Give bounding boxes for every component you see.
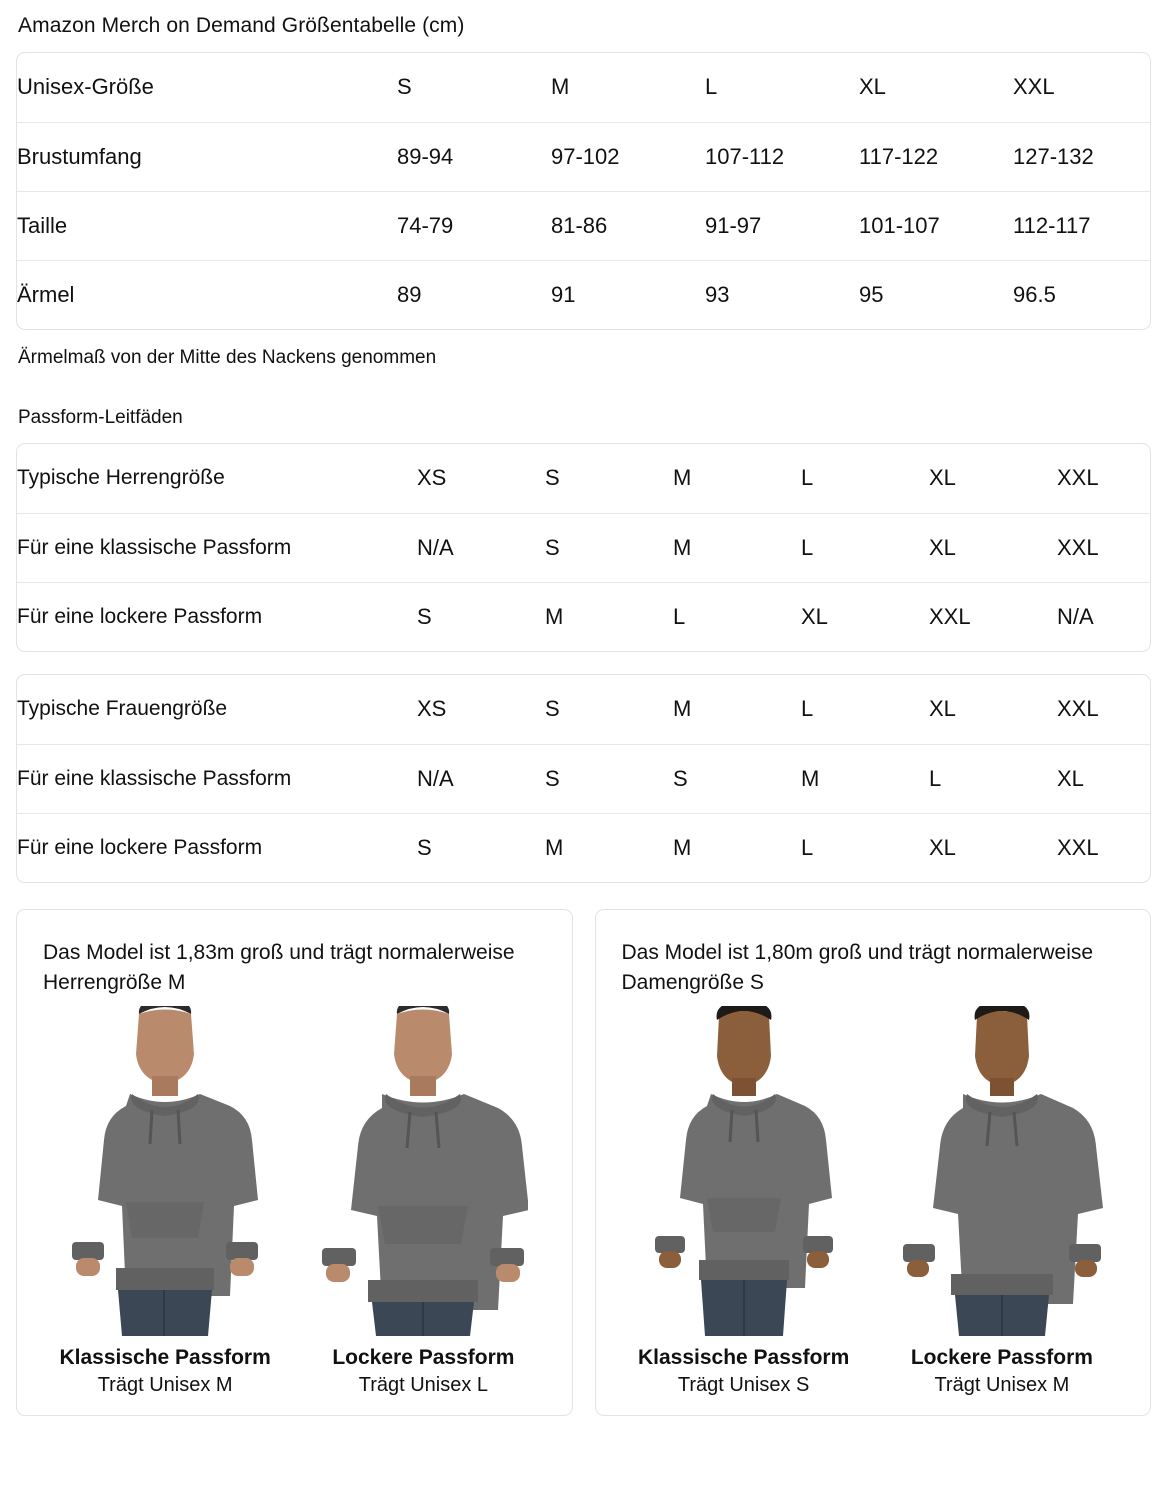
cell: N/A — [1057, 603, 1094, 629]
cell: S — [545, 465, 560, 491]
table-row — [17, 444, 1151, 513]
cell: 91-97 — [705, 212, 762, 238]
cell: XL — [929, 696, 956, 722]
cell: XXL — [1057, 534, 1099, 560]
figure-label: Lockere Passform — [910, 1345, 1093, 1369]
table-row — [17, 675, 1151, 744]
cell: 81-86 — [551, 212, 608, 238]
female-hoodie-classic-illustration — [620, 1006, 868, 1336]
womens-fit-table-card — [16, 674, 1151, 883]
cell: 96.5 — [1013, 281, 1056, 307]
cell: M — [551, 74, 570, 100]
table-row — [17, 122, 1151, 191]
figure-sublabel: Trägt Unisex M — [97, 1373, 233, 1396]
cell: M — [545, 834, 564, 860]
row-label: Brustumfang — [17, 143, 142, 169]
figure-sublabel: Trägt Unisex L — [358, 1373, 489, 1396]
cell: XXL — [1057, 834, 1099, 860]
cell: M — [801, 765, 820, 791]
cell: L — [673, 603, 686, 629]
row-label: Ärmel — [17, 281, 75, 307]
model-caption: Das Model ist 1,83m groß und trägt normalerweise Herrengröße M — [43, 941, 515, 994]
cell: XL — [859, 74, 886, 100]
cell: 107-112 — [705, 143, 785, 169]
cell: XXL — [1013, 74, 1055, 100]
cell: M — [673, 534, 692, 560]
figure-label: Klassische Passform — [637, 1345, 850, 1369]
cell: 112-117 — [1013, 212, 1091, 238]
figure-relaxed-fit-male — [299, 1006, 547, 1397]
row-label: Typische Frauengröße — [17, 697, 228, 721]
figure-relaxed-fit-female — [878, 1006, 1126, 1397]
row-label: Taille — [17, 212, 68, 238]
cell: L — [705, 74, 718, 100]
figure-classic-fit-female — [620, 1006, 868, 1397]
cell: S — [545, 534, 560, 560]
table-row — [17, 260, 1151, 329]
unisex-size-table-card — [16, 52, 1151, 330]
cell: XL — [801, 603, 828, 629]
cell: M — [673, 834, 692, 860]
mens-fit-table-card — [16, 443, 1151, 652]
mens-fit-table — [17, 444, 1151, 651]
cell: L — [801, 696, 814, 722]
row-label: Für eine lockere Passform — [17, 835, 263, 859]
table-row — [17, 513, 1151, 582]
model-caption: Das Model ist 1,80m groß und trägt normalerweise Damengröße S — [621, 941, 1094, 994]
figure-sublabel: Trägt Unisex S — [677, 1373, 810, 1396]
table-row — [17, 191, 1151, 260]
model-card-womens — [595, 909, 1152, 1416]
cell: M — [545, 603, 564, 629]
row-label: Typische Herrengröße — [17, 466, 225, 490]
cell: 97-102 — [551, 143, 620, 169]
sleeve-measurement-note: Ärmelmaß von der Mitte des Nackens genommen — [18, 347, 437, 368]
cell: 93 — [705, 281, 730, 307]
female-hoodie-relaxed-illustration — [878, 1006, 1126, 1336]
table-row — [17, 744, 1151, 813]
cell: S — [397, 74, 412, 100]
cell: XS — [417, 465, 447, 491]
figure-row — [41, 1006, 548, 1397]
cell: L — [801, 834, 814, 860]
table-row — [17, 53, 1151, 122]
cell: XL — [1057, 765, 1084, 791]
model-card-mens — [16, 909, 573, 1416]
row-label: Für eine klassische Passform — [17, 766, 292, 790]
table-row — [17, 582, 1151, 651]
cell: S — [545, 765, 560, 791]
cell: XS — [417, 696, 447, 722]
figure-label: Klassische Passform — [59, 1345, 271, 1369]
figure-classic-fit-male — [41, 1006, 289, 1397]
page-title: Amazon Merch on Demand Größentabelle (cm) — [18, 14, 465, 37]
figure-label: Lockere Passform — [332, 1345, 515, 1369]
row-label: Unisex-Größe — [17, 74, 154, 100]
figure-sublabel: Trägt Unisex M — [934, 1373, 1070, 1396]
row-label: Für eine klassische Passform — [17, 535, 292, 559]
cell: S — [417, 834, 432, 860]
cell: L — [929, 765, 942, 791]
model-cards — [16, 909, 1151, 1416]
cell: M — [673, 465, 692, 491]
cell: XL — [929, 534, 956, 560]
cell: 101-107 — [859, 212, 940, 238]
cell: XXL — [1057, 696, 1099, 722]
fit-guides-heading: Passform-Leitfäden — [18, 407, 183, 428]
cell: L — [801, 465, 814, 491]
cell: 127-132 — [1013, 143, 1094, 169]
cell: 91 — [551, 281, 576, 307]
cell: N/A — [417, 765, 454, 791]
womens-fit-table — [17, 675, 1151, 882]
cell: 95 — [859, 281, 884, 307]
cell: S — [545, 696, 560, 722]
cell: 89-94 — [397, 143, 454, 169]
table-row — [17, 813, 1151, 882]
cell: S — [673, 765, 688, 791]
cell: 89 — [397, 281, 422, 307]
cell: 74-79 — [397, 212, 454, 238]
male-hoodie-relaxed-illustration — [299, 1006, 547, 1336]
male-hoodie-classic-illustration — [41, 1006, 289, 1336]
spacer — [16, 652, 1151, 674]
cell: XXL — [1057, 465, 1099, 491]
cell: 117-122 — [859, 143, 939, 169]
cell: L — [801, 534, 814, 560]
cell: S — [417, 603, 432, 629]
unisex-size-table — [17, 53, 1151, 329]
row-label: Für eine lockere Passform — [17, 604, 263, 628]
cell: XXL — [929, 603, 971, 629]
cell: XL — [929, 465, 956, 491]
figure-row — [620, 1006, 1127, 1397]
cell: N/A — [417, 534, 454, 560]
cell: M — [673, 696, 692, 722]
cell: XL — [929, 834, 956, 860]
